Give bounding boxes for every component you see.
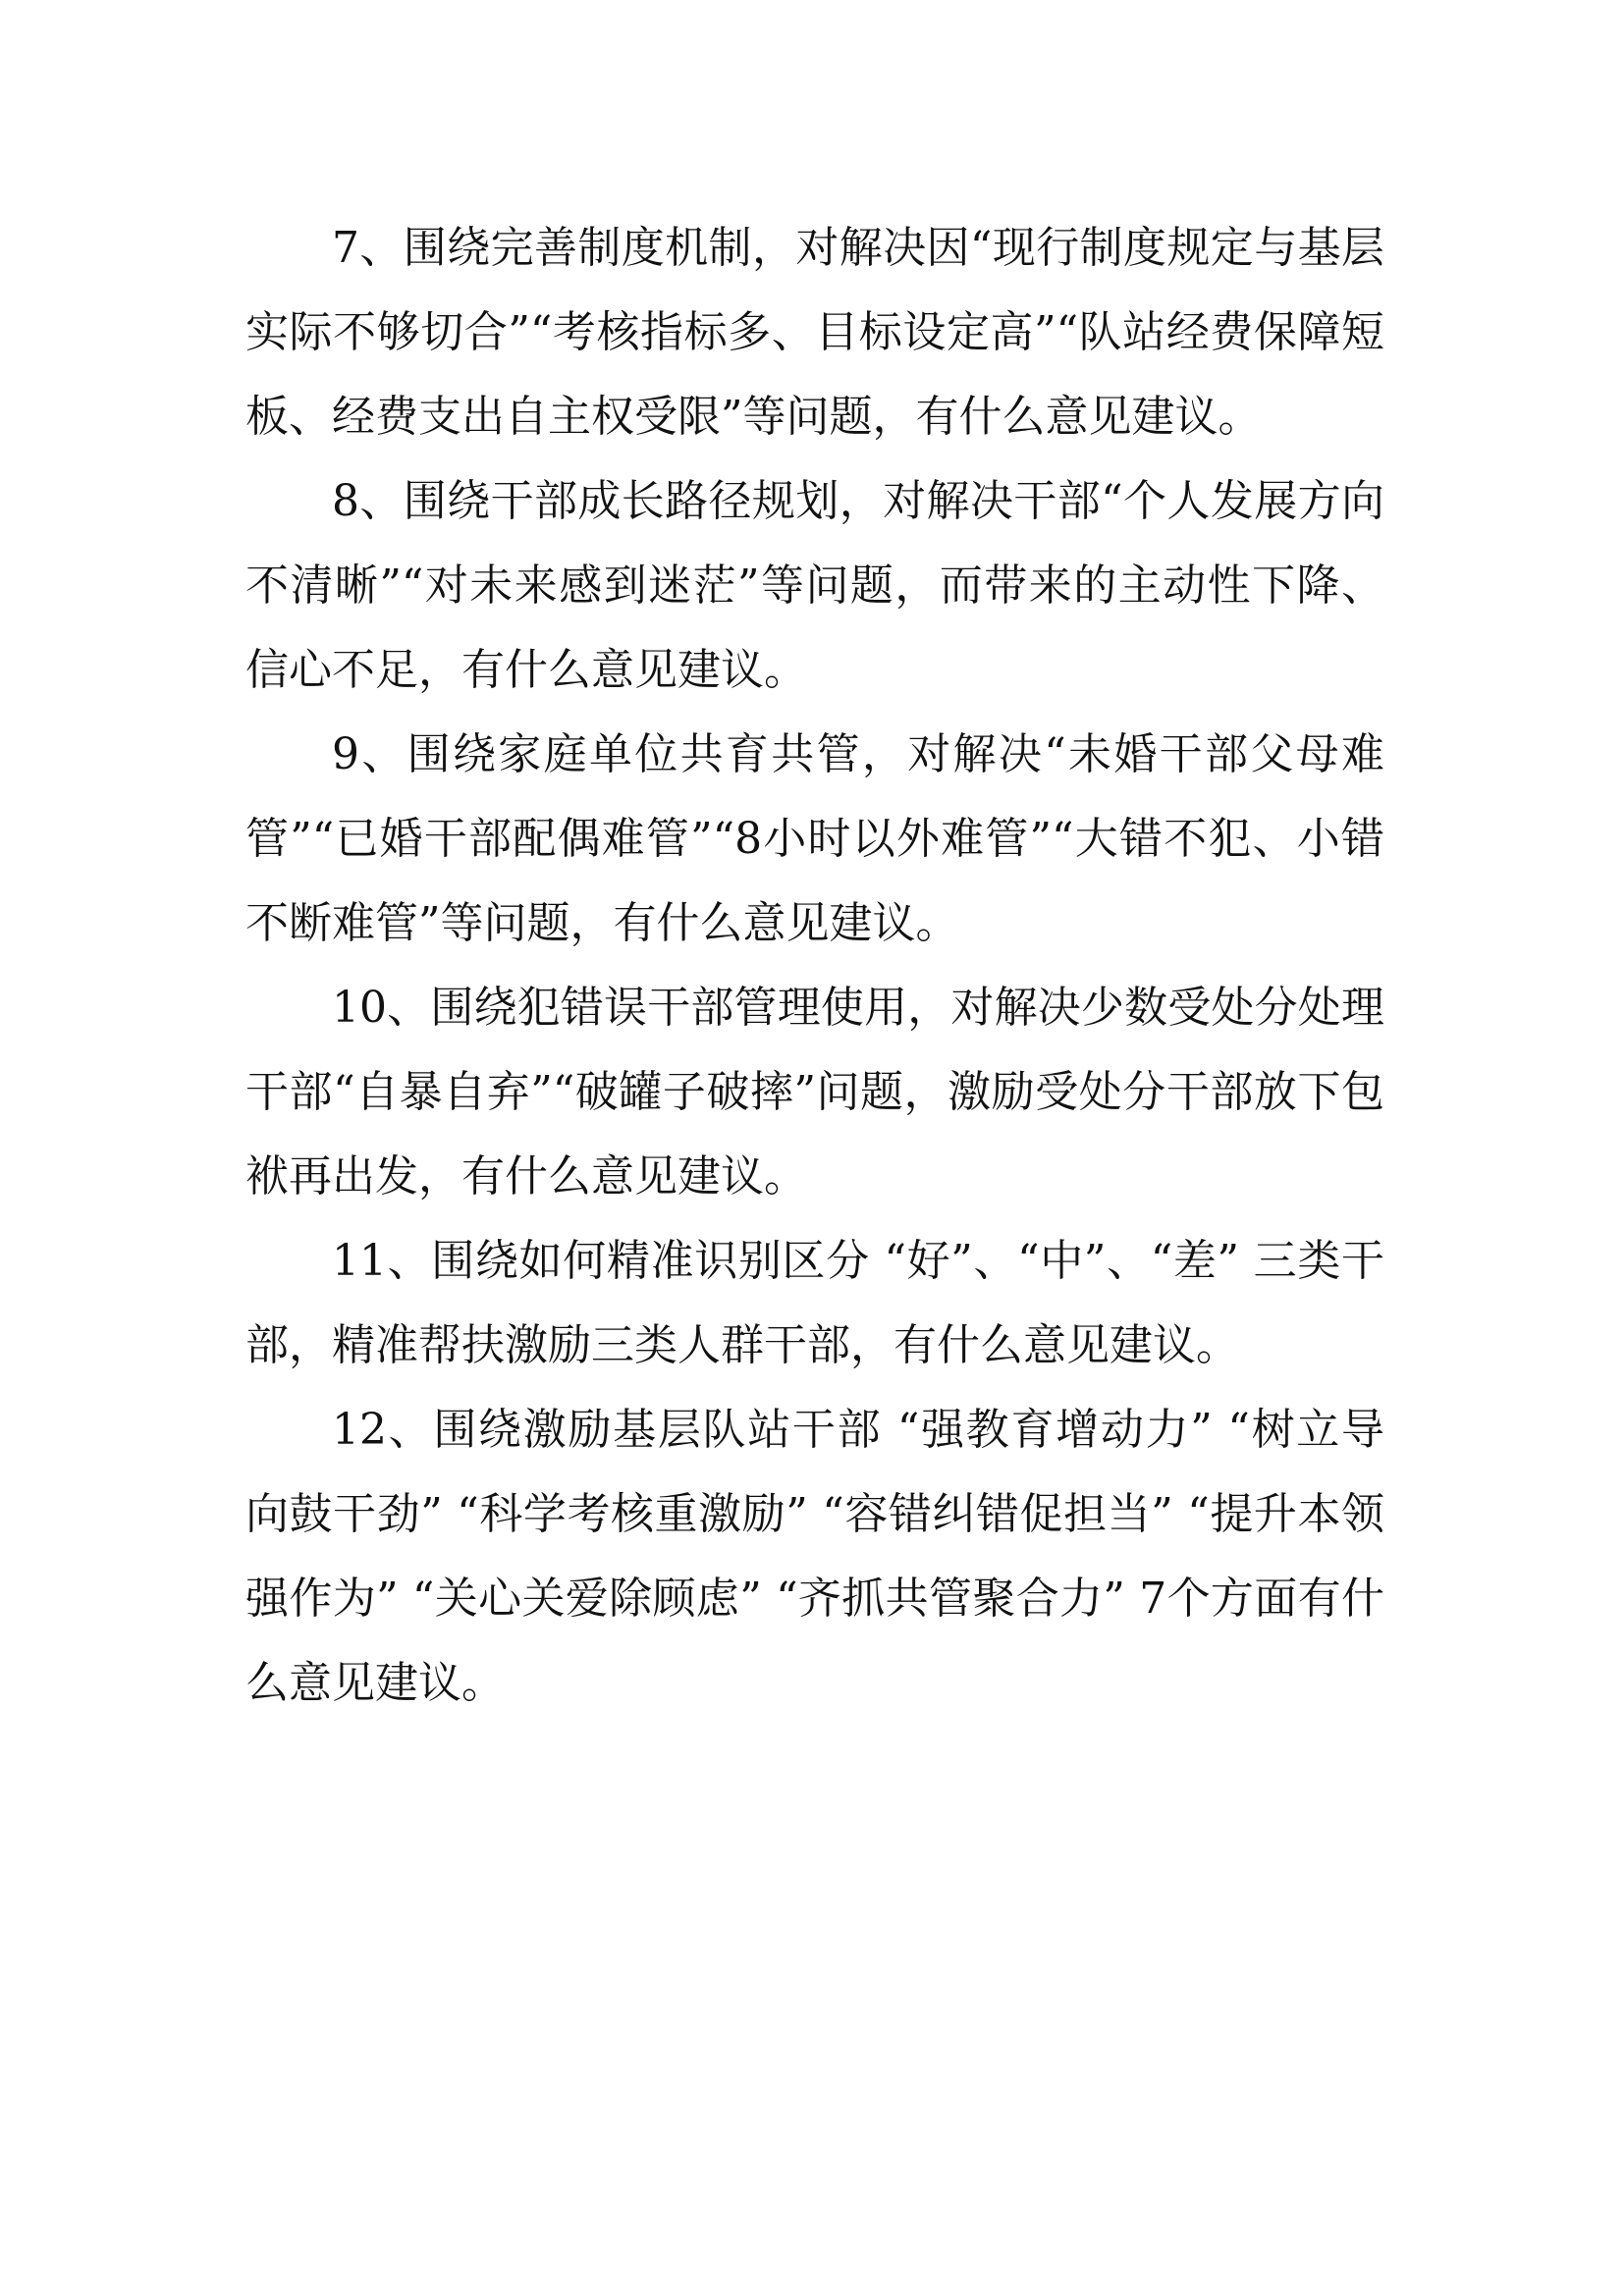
- document-body: [245, 206, 1384, 1726]
- paragraph-item-8: 8、围绕干部成长路径规划，对解决干部“个人发展方向不清晰”“对未来感到迷茫”等问题，而带来的主动性下降、信心不足，有什么意见建议。: [245, 476, 1384, 695]
- paragraph-item-12: 12、围绕激励基层队站干部 “强教育增动力” “树立导向鼓干劲” “科学考核重激励” “容错纠错促担当” “提升本领强作为” “关心关爱除顾虑” “齐抓共管聚合力” 7个方面有什么意见建议。: [245, 1405, 1384, 1708]
- paragraph-item-9: 9、围绕家庭单位共育共管，对解决“未婚干部父母难管”“已婚干部配偶难管”“8小时以外难管”“大错不犯、小错不断难管”等问题，有什么意见建议。: [245, 729, 1384, 948]
- paragraph-item-10: 10、围绕犯错误干部管理使用，对解决少数受处分处理干部“自暴自弃”“破罐子破摔”问题，激励受处分干部放下包袱再出发，有什么意见建议。: [245, 983, 1384, 1201]
- paragraph-item-7: 7、围绕完善制度机制，对解决因“现行制度规定与基层实际不够切合”“考核指标多、目标设定高”“队站经费保障短板、经费支出自主权受限”等问题，有什么意见建议。: [245, 223, 1384, 442]
- paragraph-item-11: 11、围绕如何精准识别区分 “好”、“中”、“差” 三类干部，精准帮扶激励三类人群干部，有什么意见建议。: [245, 1236, 1384, 1370]
